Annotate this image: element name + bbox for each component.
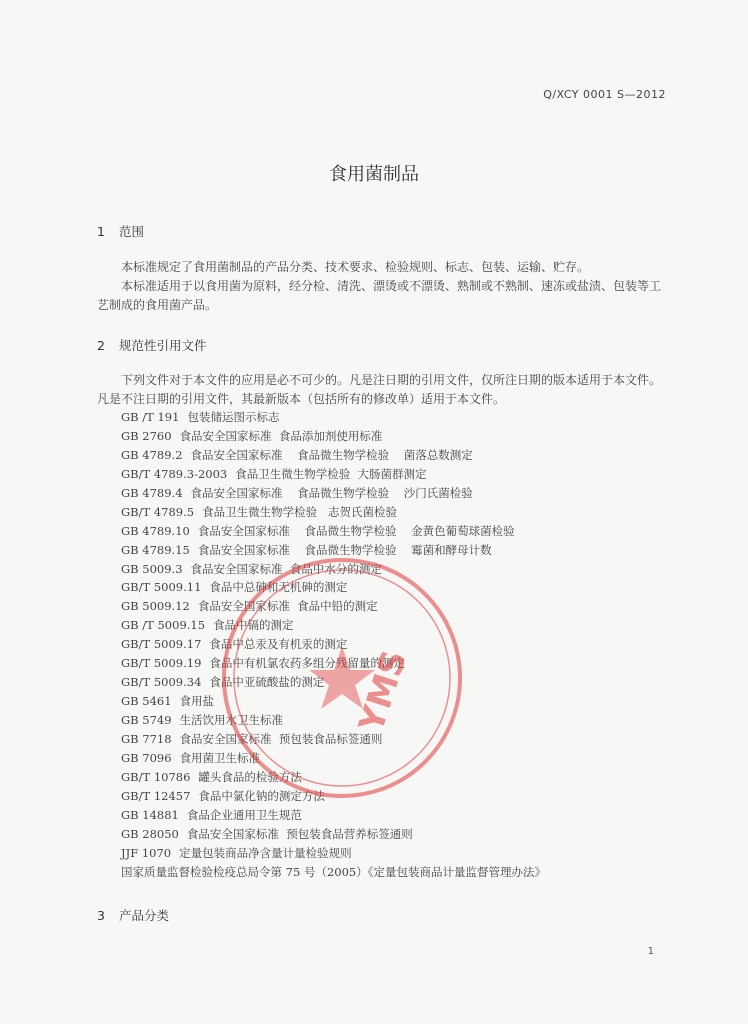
reference-title: 食品安全国家标准 食品添加剂使用标准 bbox=[179, 428, 383, 443]
reference-title: 食品企业通用卫生规范 bbox=[186, 807, 302, 822]
stamp-lettering: YMS bbox=[351, 645, 416, 737]
reference-title: 食用菌卫生标准 bbox=[179, 750, 261, 765]
reference-code: GB 4789.4 bbox=[121, 485, 183, 500]
section-heading-scope bbox=[97, 222, 144, 240]
reference-item bbox=[121, 427, 546, 446]
reference-item bbox=[121, 616, 546, 635]
reference-item bbox=[121, 806, 546, 825]
reference-item bbox=[121, 522, 546, 541]
reference-code: GB/T 4789.5 bbox=[121, 504, 195, 519]
reference-title: 包装储运图示标志 bbox=[187, 410, 280, 424]
reference-item bbox=[121, 541, 546, 560]
reference-item bbox=[121, 635, 546, 654]
reference-item bbox=[121, 711, 546, 730]
page-number: 1 bbox=[647, 946, 654, 957]
reference-code: GB 4789.10 bbox=[121, 523, 190, 538]
reference-code: GB 4789.2 bbox=[121, 447, 183, 462]
section-heading-classification bbox=[97, 906, 169, 924]
reference-code: GB 14881 bbox=[121, 807, 179, 822]
reference-code: GB/T 5009.11 bbox=[121, 580, 202, 595]
reference-title: 食品安全国家标准 预包装食品营养标签通则 bbox=[186, 826, 413, 841]
reference-item bbox=[121, 597, 546, 616]
reference-item bbox=[121, 465, 546, 484]
reference-code: GB 2760 bbox=[121, 428, 172, 443]
reference-item bbox=[121, 578, 546, 597]
scope-paragraph-2: 本标准适用于以食用菌为原料，经分检、清洗、漂烫或不漂烫、熟制或不熟制、速冻或盐渍、包装等工艺制成的食用菌产品。 bbox=[97, 279, 662, 312]
reference-code: GB/T 10786 bbox=[121, 769, 191, 784]
reference-code: GB/T 5009.19 bbox=[121, 656, 202, 671]
reference-item bbox=[121, 408, 546, 427]
reference-code: GB 7718 bbox=[121, 731, 172, 746]
reference-item bbox=[121, 863, 546, 882]
reference-title: 食品中亚硫酸盐的测定 bbox=[209, 675, 325, 690]
section-heading-references bbox=[97, 336, 207, 354]
reference-item bbox=[121, 730, 546, 749]
reference-code: GB 4789.15 bbox=[121, 542, 190, 557]
reference-code: GB/T 5009.34 bbox=[121, 675, 202, 690]
section-number: 1 bbox=[97, 224, 105, 239]
reference-code: GB 28050 bbox=[121, 826, 179, 841]
reference-title: 食品安全国家标准 食品微生物学检验 菌落总数测定 bbox=[190, 447, 473, 462]
reference-code: JJF 1070 bbox=[121, 845, 172, 860]
document-title: 食用菌制品 bbox=[329, 164, 419, 185]
reference-item bbox=[121, 560, 546, 579]
section-number: 2 bbox=[97, 338, 105, 353]
reference-item bbox=[121, 825, 546, 844]
reference-title: 罐头食品的检验方法 bbox=[198, 769, 302, 784]
reference-title: 食品卫生微生物学检验 大肠菌群测定 bbox=[235, 466, 427, 481]
reference-item bbox=[121, 768, 546, 787]
reference-title: 食用盐 bbox=[179, 694, 215, 709]
reference-code: GB 5009.3 bbox=[121, 561, 183, 576]
standard-code: Q/XCY 0001 S—2012 bbox=[543, 88, 666, 101]
reference-item bbox=[121, 503, 546, 522]
reference-item bbox=[121, 692, 546, 711]
reference-item bbox=[121, 749, 546, 768]
reference-code: GB 5749 bbox=[121, 713, 172, 727]
reference-code: GB 7096 bbox=[121, 750, 172, 765]
section-number: 3 bbox=[97, 908, 105, 923]
section-title: 范围 bbox=[118, 224, 144, 239]
reference-code: GB/T 12457 bbox=[121, 788, 191, 803]
reference-title: 食品中氯化钠的测定方法 bbox=[198, 788, 325, 803]
reference-code: GB 5461 bbox=[121, 694, 172, 709]
reference-title: 食品安全国家标准 预包装食品标签通则 bbox=[179, 731, 383, 746]
reference-code: GB 5009.12 bbox=[121, 599, 190, 614]
reference-item bbox=[121, 484, 546, 503]
reference-title: 食品中总汞及有机汞的测定 bbox=[209, 637, 348, 652]
reference-title: 食品安全国家标准 食品微生物学检验 霉菌和酵母计数 bbox=[197, 542, 492, 557]
reference-item bbox=[121, 844, 546, 863]
reference-title: 食品安全国家标准 食品微生物学检验 金黄色葡萄球菌检验 bbox=[197, 523, 515, 538]
scope-paragraph-1: 本标准规定了食用菌制品的产品分类、技术要求、检验规则、标志、包装、运输、贮存。 bbox=[121, 260, 590, 274]
reference-item bbox=[121, 787, 546, 806]
reference-title: 国家质量监督检验检疫总局令第 75 号（2005）《定量包装商品计量监督管理办法》 bbox=[121, 864, 546, 879]
reference-title: 食品中镉的测定 bbox=[213, 618, 294, 633]
reference-title: 生活饮用水卫生标准 bbox=[179, 713, 284, 727]
reference-list bbox=[121, 408, 546, 881]
reference-title: 食品卫生微生物学检验 志贺氏菌检验 bbox=[202, 504, 398, 519]
reference-title: 食品安全国家标准 食品中水分的测定 bbox=[190, 561, 382, 576]
reference-title: 食品安全国家标准 食品微生物学检验 沙门氏菌检验 bbox=[190, 485, 473, 500]
reference-item bbox=[121, 654, 546, 673]
reference-code: GB/T 5009.17 bbox=[121, 637, 202, 652]
reference-title: 食品中总砷和无机砷的测定 bbox=[209, 580, 348, 595]
reference-code: GB/T 4789.3-2003 bbox=[121, 466, 228, 481]
reference-item bbox=[121, 673, 546, 692]
references-intro: 下列文件对于本文件的应用是必不可少的。凡是注日期的引用文件，仅所注日期的版本适用于本文件。凡是不注日期的引用文件，其最新版本（包括所有的修改单）适用于本文件。 bbox=[97, 373, 662, 406]
section-title: 规范性引用文件 bbox=[118, 338, 207, 353]
reference-item bbox=[121, 446, 546, 465]
reference-title: 食品中有机氯农药多组分残留量的测定 bbox=[209, 656, 405, 671]
reference-code: GB /T 191 bbox=[121, 410, 180, 424]
reference-title: 定量包装商品净含量计量检验规则 bbox=[179, 845, 352, 860]
section-title: 产品分类 bbox=[118, 908, 169, 923]
reference-title: 食品安全国家标准 食品中铅的测定 bbox=[197, 599, 378, 614]
reference-code: GB /T 5009.15 bbox=[121, 618, 206, 633]
